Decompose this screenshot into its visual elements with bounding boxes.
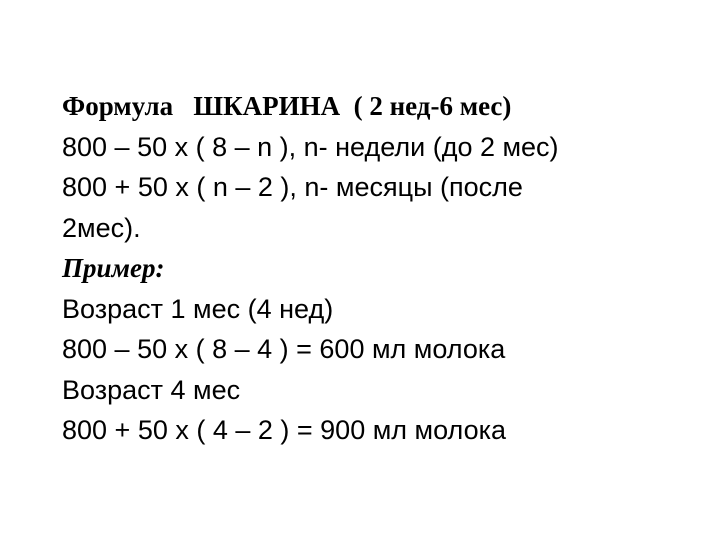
example1-age: Возраст 1 мес (4 нед) [62,293,334,324]
example2-calculation: 800 + 50 х ( 4 – 2 ) = 900 мл молока [62,415,507,445]
example1-calculation: 800 – 50 х ( 8 – 4 ) = 600 мл молока [62,334,506,364]
formula-weeks: 800 – 50 х ( 8 – n ), n- недели (до 2 мес) [62,131,559,162]
example2-age: Возраст 4 мес [62,374,241,405]
formula-months-continuation: 2мес). [62,212,141,243]
formula-months: 800 + 50 х ( n – 2 ), n- месяцы (после [62,172,523,202]
slide-content [62,86,702,451]
formula-heading: Формула ШКАРИНА ( 2 нед-6 мес) [62,91,512,121]
example-label: Пример: [62,253,165,283]
